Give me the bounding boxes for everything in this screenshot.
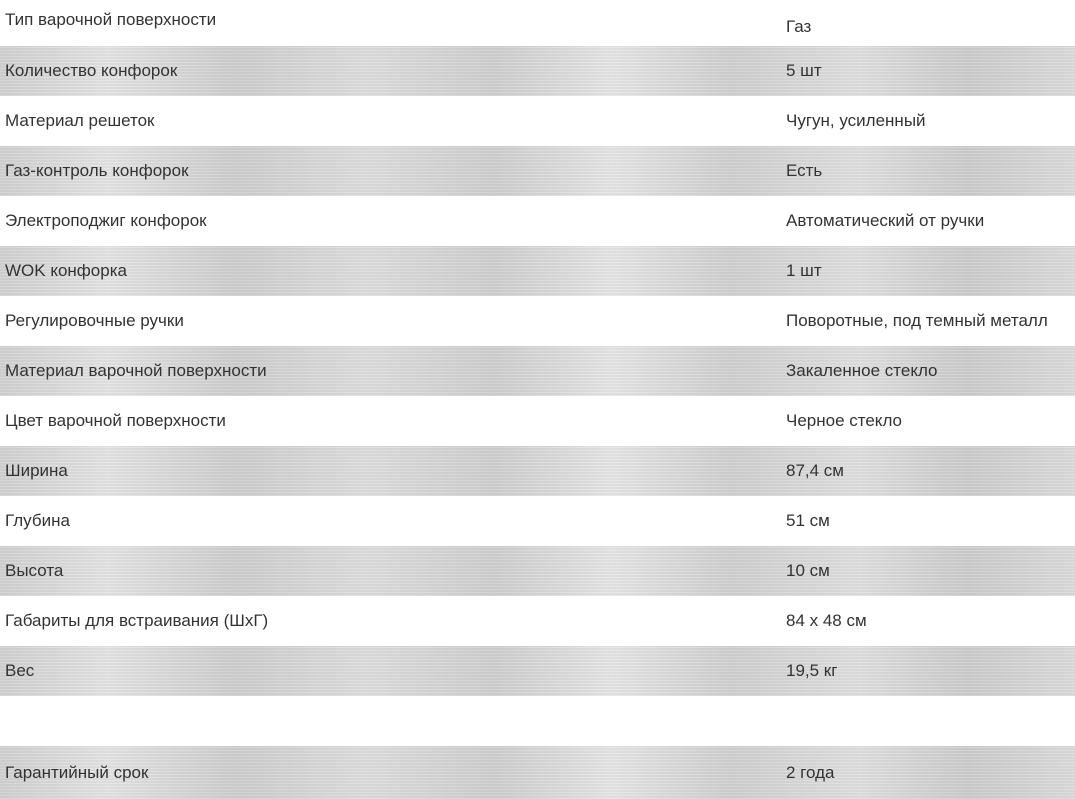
spec-label: Электроподжиг конфорок (5, 211, 207, 230)
spec-row (0, 46, 1075, 96)
spec-label: Тип варочной поверхности (5, 10, 217, 29)
spec-row (0, 196, 1075, 246)
spec-value: Чугун, усиленный (786, 111, 926, 130)
spec-row-empty (0, 696, 1075, 746)
spec-value: 5 шт (786, 61, 822, 80)
spec-value: Автоматический от ручки (786, 211, 985, 230)
spec-row (0, 546, 1075, 596)
spec-label: Регулировочные ручки (5, 311, 184, 330)
spec-value: Закаленное стекло (786, 361, 938, 380)
spec-label: Количество конфорок (5, 61, 178, 80)
spec-value: Черное стекло (786, 411, 903, 430)
spec-row (0, 646, 1075, 696)
spec-label: Высота (5, 561, 64, 580)
spec-row (0, 246, 1075, 296)
spec-value: 51 см (786, 511, 830, 530)
spec-row (0, 96, 1075, 146)
spec-label: Цвет варочной поверхности (5, 411, 226, 430)
spec-label: Материал варочной поверхности (5, 361, 267, 380)
spec-value: 84 х 48 см (786, 611, 867, 630)
spec-label: Материал решеток (5, 111, 155, 130)
spec-row (0, 446, 1075, 496)
spec-label: Глубина (5, 511, 70, 530)
spec-row (0, 296, 1075, 346)
spec-row (0, 396, 1075, 446)
spec-value: Поворотные, под темный металл (786, 311, 1048, 330)
spec-value: 87,4 см (786, 461, 844, 480)
spec-row (0, 0, 1075, 46)
spec-value: 19,5 кг (786, 661, 838, 680)
spec-value: 1 шт (786, 261, 822, 280)
spec-label: Газ-контроль конфорок (5, 161, 189, 180)
spec-value: 2 года (786, 762, 835, 782)
spec-label: WOK конфорка (5, 261, 127, 280)
spec-row (0, 146, 1075, 196)
spec-label: Ширина (5, 461, 68, 480)
spec-value: 10 см (786, 561, 830, 580)
spec-label: Вес (5, 661, 35, 680)
spec-row (0, 346, 1075, 396)
spec-row (0, 496, 1075, 546)
spec-value: Есть (786, 161, 823, 180)
spec-label: Гарантийный срок (5, 762, 149, 782)
spec-label: Габариты для встраивания (ШхГ) (5, 611, 269, 630)
spec-value: Газ (786, 17, 812, 36)
spec-row (0, 746, 1075, 799)
spec-row (0, 596, 1075, 646)
